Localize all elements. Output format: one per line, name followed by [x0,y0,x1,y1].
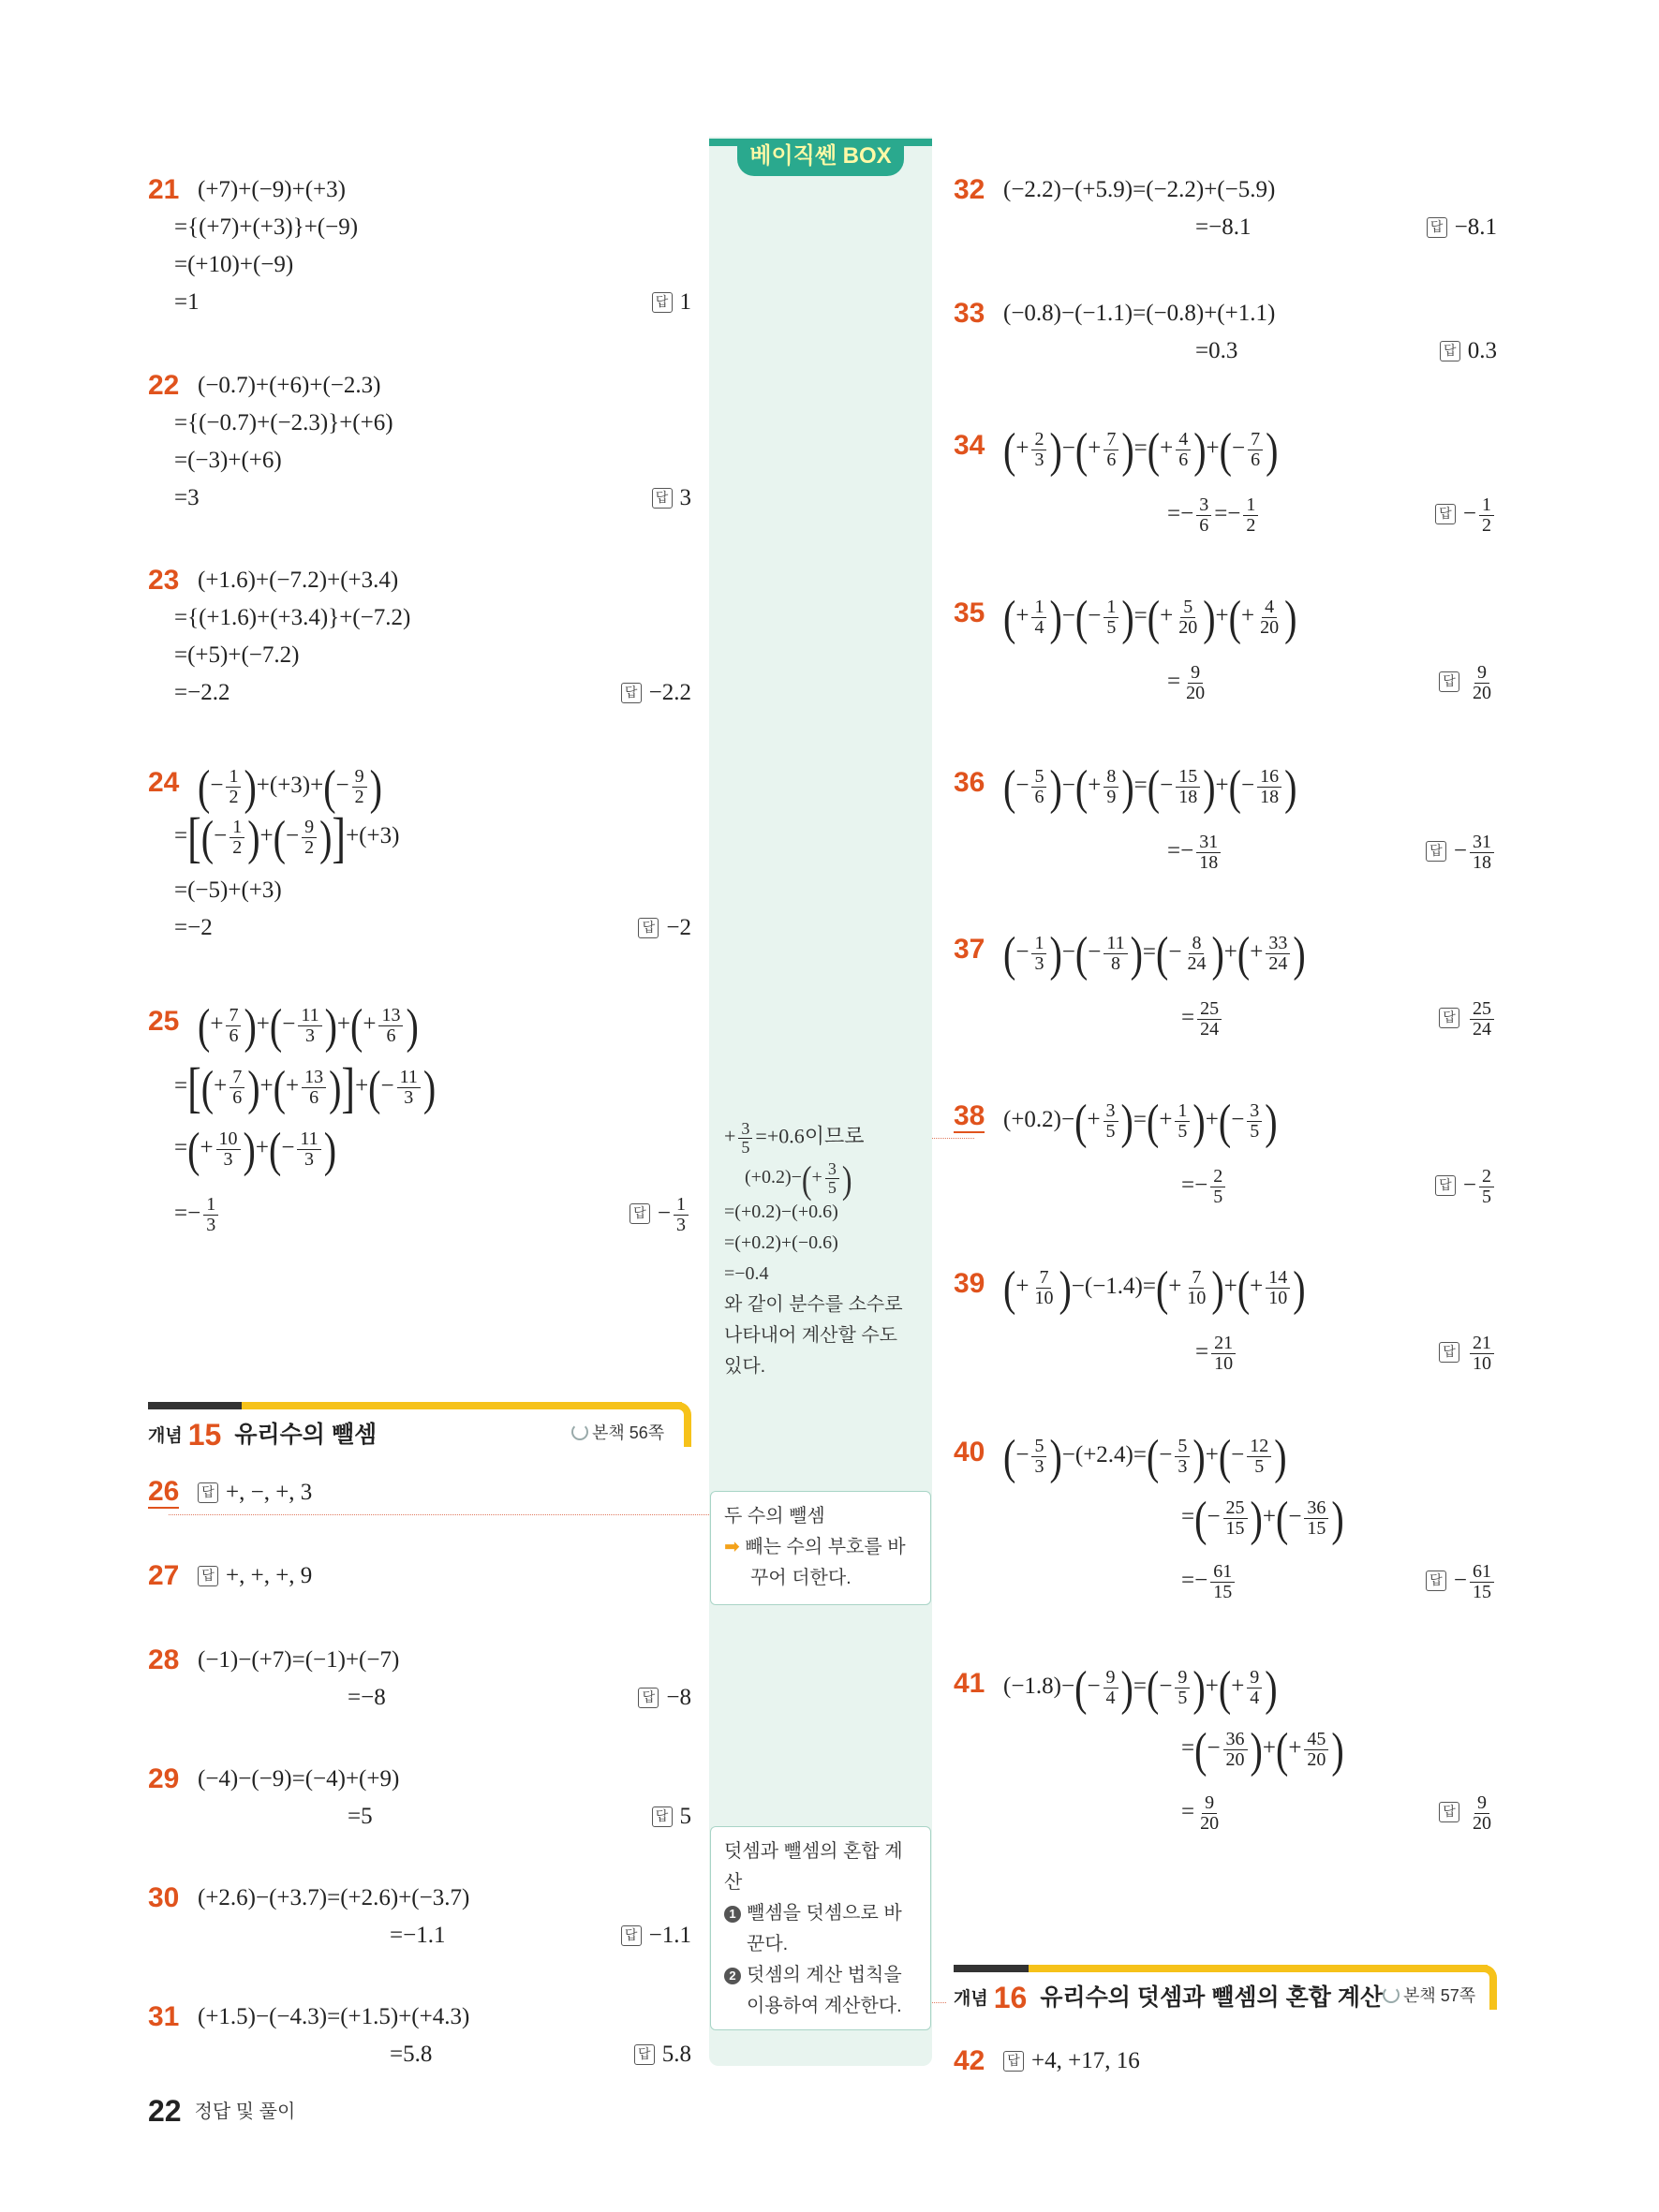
side-note-mixed [710,1826,931,2030]
note-text: 꾸어 더한다. [750,1568,852,1588]
solution-line: =(− $\frac{25}{15}$ )+(− $\frac{36}{15}$ ) [1181,1490,1344,1546]
answer: 답 5.8 [634,2039,691,2071]
problem-number: 42 [954,2045,985,2076]
solution-line: =0.3 [1195,338,1238,363]
answer-mark-icon: 답 [652,1806,673,1827]
problem-number: 31 [148,2001,180,2032]
concept-16-ref: 본책 57쪽 [1383,1983,1475,2007]
solution-line: =− $\frac{3}{6}$ =− $\frac{1}{2}$ [1167,495,1261,536]
note-text: =−0.4 [724,1263,769,1284]
solution-line: =(−5)+(+3) [174,877,282,903]
solution-line: (−1.8)−(− $\frac{9}{4}$ )=(− $\frac{9}{5}$ )+(+ $\frac{9}{4}$ ) [1003,1659,1278,1716]
solution-line: =3 [174,485,200,510]
solution-line: =(− $\frac{36}{20}$ )+(+ $\frac{45}{20}$ ) [1181,1721,1344,1777]
problem-number: 36 [954,767,985,798]
note-title: 덧셈과 뺄셈의 혼합 계 [724,1841,903,1862]
solution-line: (+ $\frac{7}{6}$ )+(− $\frac{11}{3}$ )+(+ $\frac{13}{6}$ ) [198,997,419,1054]
solution-line: (−0.8)−(−1.1)=(−0.8)+(+1.1) [1003,301,1276,326]
solution-line: = $\frac{21}{10}$ [1195,1334,1238,1374]
solution-line: =− $\frac{31}{18}$ [1167,833,1223,873]
answer: 답 $\frac{25}{24}$ [1439,999,1497,1040]
problem-number: 32 [954,174,985,205]
answer: 답 $\frac{21}{10}$ [1439,1334,1497,1374]
basic-box-strip [709,137,932,2066]
solution-line: (−1)−(+7)=(−1)+(−7) [198,1647,400,1673]
page-number: 22 [148,2094,182,2128]
note-text: 있다. [724,1356,766,1377]
answer: 답 1 [652,287,692,318]
concept-15-title: 개념 15 유리수의 뺄셈 [148,1418,378,1452]
basic-box-tab [709,139,932,172]
problem-number: 37 [954,934,985,965]
answer: 답 −2 [638,912,691,944]
solution-line: = $\frac{9}{20}$ [1167,662,1206,703]
book-ref-icon [571,1423,588,1440]
answer-mark-icon: 답 [621,683,642,703]
solution-line: ={(+1.6)+(+3.4)}+(−7.2) [174,605,411,630]
answer: 답 −2.2 [621,677,691,709]
answer-mark-icon: 답 [630,1203,650,1224]
problem-number: 21 [148,174,180,205]
answer: 답 −8 [638,1682,691,1714]
problem-number: 25 [148,1006,180,1037]
note-text: 꾼다. [747,1934,789,1954]
solution-line: =[(+ $\frac{7}{6}$ )+(+ $\frac{13}{6}$ )]+(− $\frac{11}{3}$ ) [174,1055,437,1118]
answer-mark-icon: 답 [1439,671,1459,692]
note-text: 뺄셈을 덧셈으로 바 [747,1903,902,1924]
solution-line: =(+10)+(−9) [174,252,294,277]
solution-line: (− $\frac{5}{3}$ )−(+2.4)=(− $\frac{5}{3}$ )+(− $\frac{12}{5}$ ) [1003,1428,1287,1484]
answer: 답 0.3 [1440,335,1497,367]
answer: 답 −8.1 [1427,212,1497,243]
solution-line: (+ $\frac{1}{4}$ )−(− $\frac{1}{5}$ )=(+ $\frac{5}{20}$ )+(+ $\frac{4}{20}$ ) [1003,589,1297,645]
solution-line: (−2.2)−(+5.9)=(−2.2)+(−5.9) [1003,177,1276,202]
answer-mark-icon: 답 [1427,217,1447,238]
answer-mark-icon: 답 [652,292,673,313]
answer-mark-icon: 답 [1439,1802,1459,1822]
answer: 답 +4, +17, 16 [1003,2045,1140,2077]
note-text: 이용하여 계산한다. [747,1996,902,2016]
problem-number: 34 [954,430,985,461]
problem-number: 26 [148,1476,180,1507]
note-text: =(+0.2)+(−0.6) [724,1232,838,1253]
solution-line: =5 [348,1804,373,1829]
problem-number: 28 [148,1644,180,1675]
note-title: 두 수의 뺄셈 [724,1506,825,1526]
answer-mark-icon: 답 [634,2044,655,2065]
book-ref-icon [1383,1986,1400,2003]
note-title: 산 [724,1872,743,1893]
answer-mark-icon: 답 [1440,341,1460,361]
problem-number: 33 [954,298,985,329]
problem-number: 35 [954,597,985,628]
answer: 답 5 [652,1801,692,1833]
answer-mark-icon: 답 [1435,504,1456,524]
problem-number: 39 [954,1268,985,1299]
answer-mark-icon: 답 [1426,841,1446,862]
note-text: =+0.6이므로 [755,1124,865,1148]
problem-number: 22 [148,370,180,401]
problem-number: 29 [148,1763,180,1794]
solution-line: (+1.6)+(−7.2)+(+3.4) [198,568,399,593]
problem-number: 40 [954,1437,985,1467]
solution-line: (− $\frac{5}{6}$ )−(+ $\frac{8}{9}$ )=(− $\frac{15}{18}$ )+(− $\frac{16}{18}$ ) [1003,759,1297,815]
answer: 답 − $\frac{1}{3}$ [630,1195,691,1235]
solution-line: =− $\frac{2}{5}$ [1181,1167,1228,1207]
problem-number: 24 [148,767,180,798]
note-text: 덧셈의 계산 법칙을 [747,1965,902,1985]
solution-line: =−8 [348,1685,386,1710]
solution-line: (− $\frac{1}{3}$ )−(− $\frac{11}{8}$ )=(− $\frac{8}{24}$ )+(+ $\frac{33}{24}$ ) [1003,925,1306,981]
arrow-icon: ➡ [724,1537,740,1557]
side-note-subtraction [710,1491,931,1605]
connector-line [932,2002,946,2003]
solution-line: (−0.7)+(+6)+(−2.3) [198,373,381,398]
solution-line: =[(− $\frac{1}{2}$ )+(− $\frac{9}{2}$ )]+(+3) [174,805,400,868]
problem-number: 23 [148,565,180,596]
problem-number: 38 [954,1100,985,1131]
answer: 답 +, −, +, 3 [198,1477,312,1509]
solution-line: (−4)−(−9)=(−4)+(+9) [198,1766,400,1792]
answer: 답 −1.1 [621,1920,691,1952]
problem-number: 27 [148,1560,180,1591]
solution-line: (− $\frac{1}{2}$ )+(+3)+(− $\frac{9}{2}$ ) [198,759,382,815]
page-footer [148,2094,295,2129]
connector-line [169,1514,709,1515]
step-1-icon: 1 [724,1906,741,1923]
basic-box-title: 베이직쎈 BOX [737,139,904,176]
answer-mark-icon: 답 [1439,1008,1459,1028]
answer-mark-icon: 답 [1439,1342,1459,1363]
solution-line: (+7)+(−9)+(+3) [198,177,346,202]
solution-line: =(+5)+(−7.2) [174,642,300,668]
answer: 답 3 [652,482,692,514]
solution-line: (+1.5)−(−4.3)=(+1.5)+(+4.3) [198,2004,470,2029]
solution-line: =−2.2 [174,680,230,705]
answer: 답 − $\frac{31}{18}$ [1426,833,1497,873]
solution-line: = $\frac{9}{20}$ [1181,1792,1220,1834]
answer-mark-icon: 답 [1003,2051,1024,2072]
answer-mark-icon: 답 [1426,1571,1446,1591]
note-text: =(+0.2)−(+0.6) [724,1202,838,1222]
answer: 답 − $\frac{2}{5}$ [1435,1167,1497,1207]
answer: 답 − $\frac{1}{2}$ [1435,495,1497,536]
answer-mark-icon: 답 [638,918,659,938]
solution-line: =5.8 [390,2042,433,2067]
solution-line: (+ $\frac{7}{10}$ )−(−1.4)=(+ $\frac{7}{10}$ )+(+ $\frac{14}{10}$ ) [1003,1260,1306,1316]
solution-line: =(−3)+(+6) [174,448,282,473]
answer: 답 +, +, +, 9 [198,1560,312,1592]
solution-line: =(+ $\frac{10}{3}$ )+(− $\frac{11}{3}$ ) [174,1121,337,1177]
problem-number: 30 [148,1882,180,1913]
answer-mark-icon: 답 [198,1566,218,1586]
page-footer-title: 정답 및 풀이 [194,2101,296,2122]
concept-15-bar [148,1402,682,1409]
solution-line: =1 [174,289,200,315]
step-2-icon: 2 [724,1968,741,1984]
left-column [148,0,691,2212]
solution-line: =−1.1 [390,1923,446,1948]
side-note-decimal: + $\frac{3}{5}$ =+0.6이므로 (+0.2)−(+ $\frac{3}{5}$ ) =(+0.2)−(+0.6) =(+0.2)+(−0.6) =−0.4 와 같이 분수를 소수로 나타내어 계산할 수도 있다. [724,1120,926,1382]
answer-mark-icon: 답 [198,1482,218,1503]
solution-line: =−8.1 [1195,214,1252,240]
solution-line: ={(−0.7)+(−2.3)}+(+6) [174,410,393,435]
solution-line: =− $\frac{61}{15}$ [1181,1562,1237,1602]
answer: 답 $\frac{9}{20}$ [1439,1793,1497,1834]
solution-line: = $\frac{25}{24}$ [1181,999,1224,1040]
solution-line: (+2.6)−(+3.7)=(+2.6)+(−3.7) [198,1885,470,1910]
note-text: 빼는 수의 부호를 바 [745,1537,906,1557]
solution-line: =−2 [174,915,213,940]
answer-mark-icon: 답 [621,1925,642,1946]
solution-line: ={(+7)+(+3)}+(−9) [174,214,359,240]
concept-16-title: 개념 16 유리수의 덧셈과 뺄셈의 혼합 계산 [954,1981,1384,2014]
answer: 답 $\frac{9}{20}$ [1439,663,1497,703]
note-text: 나타내어 계산할 수도 [724,1325,897,1346]
concept-15-ref: 본책 56쪽 [571,1420,664,1444]
problem-number: 41 [954,1668,985,1699]
right-column [954,0,1497,2212]
solution-line: =− $\frac{1}{3}$ [174,1195,221,1235]
answer-mark-icon: 답 [1435,1175,1456,1196]
answer-mark-icon: 답 [652,488,673,509]
answer: 답 − $\frac{61}{15}$ [1426,1562,1497,1602]
note-text: 와 같이 분수를 소수로 [724,1294,903,1315]
concept-16-bar [954,1965,1488,1972]
solution-line: (+0.2)−(+ $\frac{3}{5}$ )=(+ $\frac{1}{5}$ )+(− $\frac{3}{5}$ ) [1003,1093,1278,1149]
solution-line: (+ $\frac{2}{3}$ )−(+ $\frac{7}{6}$ )=(+ $\frac{4}{6}$ )+(− $\frac{7}{6}$ ) [1003,421,1279,478]
answer-mark-icon: 답 [638,1688,659,1708]
